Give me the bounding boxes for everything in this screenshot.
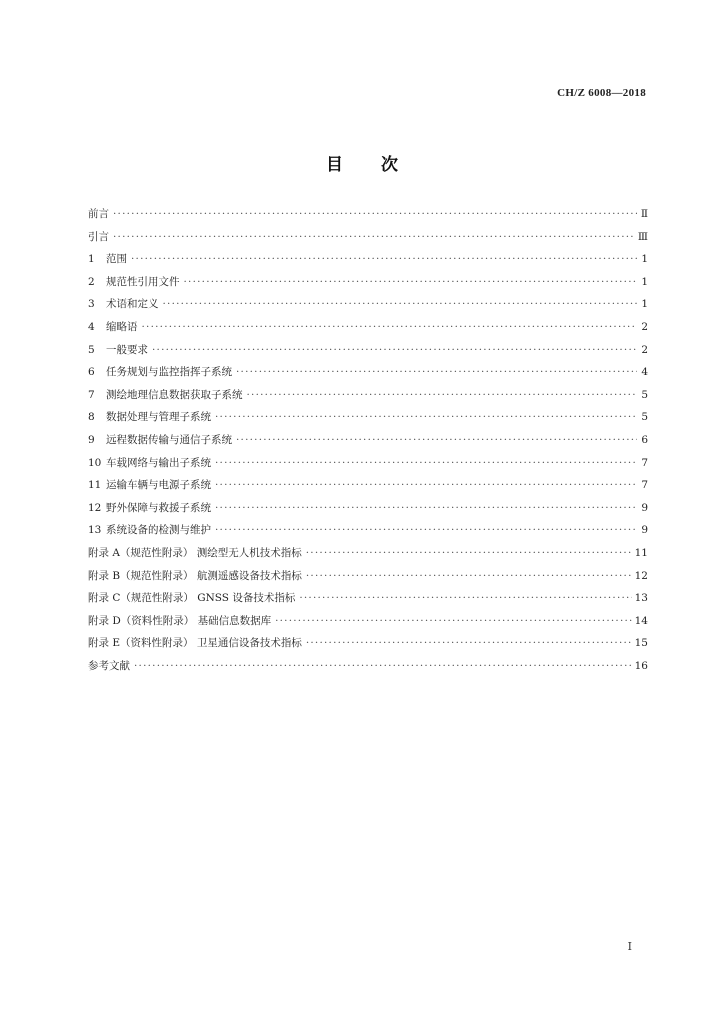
toc-leader-dots [306,547,632,559]
toc-entry-number: 2 [88,275,95,288]
toc-entry-title: 缩略语 [106,320,138,333]
toc-entry-page: 4 [641,366,648,379]
toc-entry[interactable] [88,613,648,636]
toc-entry-number: 11 [88,479,102,492]
toc-entry[interactable] [88,522,648,545]
toc-leader-dots [236,434,637,446]
toc-entry-page: 2 [641,320,648,333]
toc-entry-page: 1 [641,275,648,288]
toc-leader-dots [215,502,637,514]
toc-leader-dots [299,592,631,604]
toc-entry-title: 一般要求 [106,343,148,356]
toc-leader-dots [131,253,637,265]
toc-entry-number: 6 [88,366,95,379]
toc-entry[interactable] [88,590,648,613]
toc-entry-title: 范围 [106,253,127,266]
toc-entry-page: 14 [634,614,648,627]
toc-entry[interactable] [88,568,648,591]
toc-entry-title: 规范性引用文件 [106,275,180,288]
toc-entry-page: 2 [641,343,648,356]
toc-entry[interactable] [88,500,648,523]
toc-entry-number: 7 [88,388,95,401]
toc-entry-page: 6 [641,433,648,446]
toc-entry[interactable] [88,342,648,365]
toc-leader-dots [113,231,635,243]
toc-entry-number: 10 [88,456,102,469]
toc-entry-page: 5 [641,388,648,401]
toc-entry-number: 3 [88,298,95,311]
toc-entry-title: 附录 A（规范性附录） 测绘型无人机技术指标 [88,546,302,559]
toc-entry-title: 野外保障与救援子系统 [106,501,211,514]
toc-entry-page: 7 [641,456,648,469]
toc-entry-page: 1 [641,253,648,266]
toc-entry-title: 参考文献 [88,659,130,672]
toc-entry[interactable] [88,229,648,252]
toc-entry[interactable] [88,206,648,229]
toc-entry-title: 远程数据传输与通信子系统 [106,433,232,446]
page-title: 目次 [326,155,436,175]
toc-entry-page: 12 [634,569,648,582]
toc-leader-dots [215,411,637,423]
toc-entry-page: 13 [634,592,648,605]
toc-entry[interactable] [88,658,648,681]
toc-entry-title: 附录 D（资料性附录） 基础信息数据库 [88,614,272,627]
toc-leader-dots [152,344,637,356]
toc-entry-title: 附录 C（规范性附录） GNSS 设备技术指标 [88,592,296,605]
toc-entry[interactable] [88,251,648,274]
toc-entry-number: 5 [88,343,95,356]
toc-entry-title: 附录 E（资料性附录） 卫星通信设备技术指标 [88,637,302,650]
toc-entry[interactable] [88,545,648,568]
toc-leader-dots [184,276,638,288]
toc-entry-title: 运输车辆与电源子系统 [106,479,211,492]
toc-entry-page: 16 [634,659,648,672]
toc-leader-dots [247,389,638,401]
toc-leader-dots [113,208,637,220]
toc-leader-dots [236,366,637,378]
toc-entry-title: 前言 [88,208,109,220]
toc-entry-page: 5 [641,411,648,424]
toc-entry-page: 9 [641,524,648,537]
toc-entry-title: 车载网络与输出子系统 [106,456,211,469]
toc-entry-page: 1 [641,298,648,311]
toc-leader-dots [215,524,637,536]
toc-entry-number: 8 [88,411,95,424]
toc-entry-page: Ⅱ [640,208,648,220]
toc-entry[interactable] [88,455,648,478]
toc-entry-number: 13 [88,524,102,537]
toc-entry[interactable] [88,477,648,500]
toc-leader-dots [306,637,632,649]
table-of-contents [88,206,648,680]
toc-leader-dots [215,479,637,491]
toc-entry-page: 11 [634,546,648,559]
toc-entry-title: 数据处理与管理子系统 [106,411,211,424]
toc-entry-number: 12 [88,501,102,514]
toc-entry[interactable] [88,432,648,455]
toc-leader-dots [163,298,638,310]
toc-entry-page: 15 [634,637,648,650]
toc-entry[interactable] [88,409,648,432]
toc-leader-dots [275,615,632,627]
toc-entry-title: 测绘地理信息数据获取子系统 [106,388,243,401]
toc-entry[interactable] [88,387,648,410]
toc-leader-dots [134,660,632,672]
toc-entry[interactable] [88,635,648,658]
toc-entry-number: 1 [88,253,95,266]
toc-entry-title: 附录 B（规范性附录） 航测遥感设备技术指标 [88,569,302,582]
toc-leader-dots [306,570,632,582]
toc-entry[interactable] [88,274,648,297]
toc-entry-page: 9 [641,501,648,514]
document-code: CH/Z 6008—2018 [557,87,646,99]
toc-entry-number: 9 [88,433,95,446]
toc-entry-title: 引言 [88,230,109,243]
page-number: Ⅰ [627,941,632,953]
toc-entry-title: 任务规划与监控指挥子系统 [106,366,232,379]
toc-entry-title: 术语和定义 [106,298,159,311]
toc-entry-number: 4 [88,320,95,333]
toc-entry[interactable] [88,296,648,319]
toc-leader-dots [215,457,637,469]
toc-entry-title: 系统设备的检测与维护 [106,524,211,537]
toc-entry[interactable] [88,319,648,342]
toc-leader-dots [142,321,638,333]
toc-entry-page: Ⅲ [637,230,648,243]
toc-entry[interactable] [88,364,648,387]
toc-entry-page: 7 [641,479,648,492]
